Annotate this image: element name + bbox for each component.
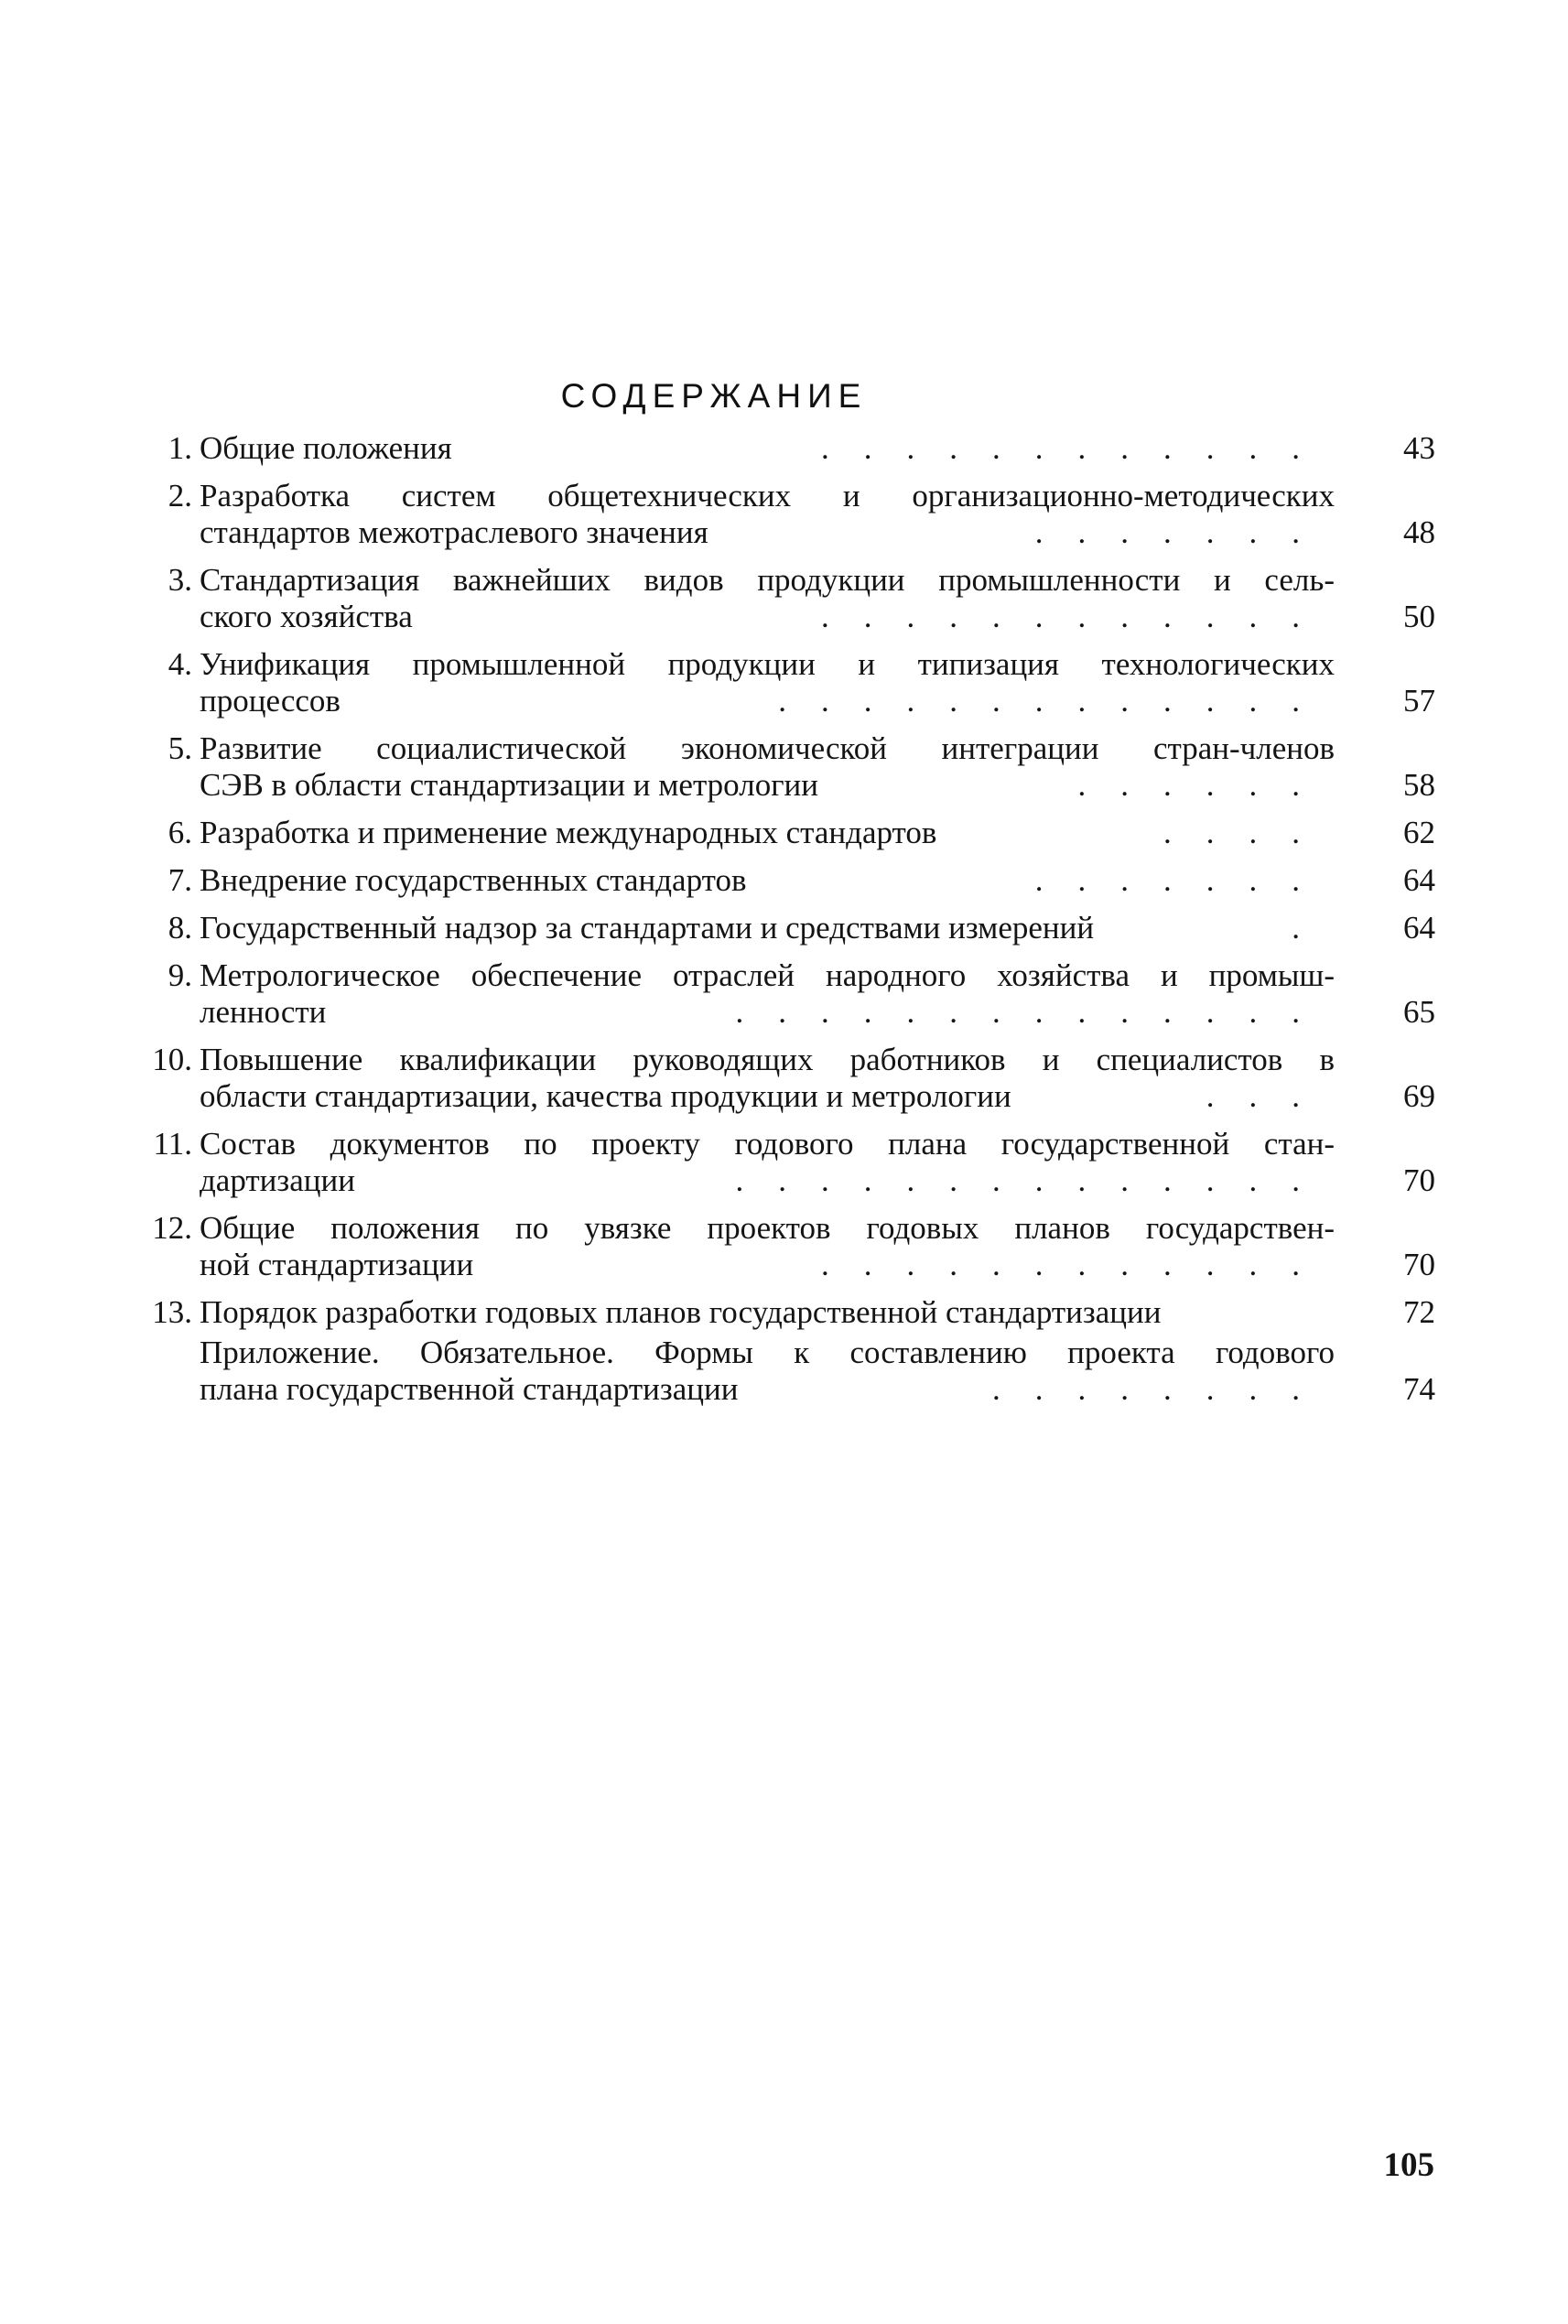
toc-entry-appendix — [137, 1335, 1437, 1408]
toc-entry-text — [200, 1335, 1335, 1408]
toc-entry-line — [200, 730, 1335, 767]
toc-entry — [137, 646, 1437, 719]
dot-leader: ....... — [1034, 862, 1335, 898]
toc-entry-number: 1. — [168, 430, 192, 466]
toc-entry-line — [200, 562, 1335, 599]
toc-entry-line — [200, 815, 1335, 851]
toc-entry-text — [200, 1042, 1335, 1115]
toc-entry-number: 3. — [168, 562, 192, 598]
toc-entry-number: 4. — [168, 646, 192, 682]
toc-entry-page: 64 — [1403, 910, 1435, 946]
toc-entry-line-text: Общие положения по увязке проектов годовых планов государствен- — [200, 1210, 1335, 1246]
toc-entry-number: 8. — [168, 910, 192, 946]
toc-title: СОДЕРЖАНИЕ — [560, 377, 868, 415]
toc-entry — [137, 730, 1437, 804]
toc-entry-number: 6. — [168, 815, 192, 850]
dot-leader: ....... — [1034, 514, 1335, 550]
toc-entry-line — [200, 683, 1335, 719]
toc-entry-line — [200, 957, 1335, 994]
toc-entry-line — [200, 1210, 1335, 1247]
toc-entry-line-text: ленности — [200, 994, 327, 1030]
toc-entry — [137, 957, 1437, 1031]
toc-entry-line-text: Общие положения — [200, 430, 452, 466]
dot-leader: ........ — [992, 1371, 1335, 1407]
toc-entry-line-text: Стандартизация важнейших видов продукции промышленности и сель- — [200, 562, 1335, 598]
toc-entry-line-text: области стандартизации, качества продукции и метрологии — [200, 1078, 1011, 1114]
toc-entry-page: 48 — [1403, 514, 1435, 550]
toc-entry-line — [200, 599, 1335, 635]
toc-entry-line — [200, 1078, 1335, 1115]
toc-entry — [137, 910, 1437, 946]
toc-entry-line — [200, 1042, 1335, 1078]
dot-leader: ............ — [821, 430, 1335, 466]
dot-leader: ............. — [778, 683, 1335, 719]
toc-entry-text — [200, 562, 1335, 635]
toc-entry-line-text: Порядок разработки годовых планов государственной стандартизации — [200, 1294, 1162, 1330]
dot-leader: . — [1292, 910, 1335, 946]
toc-entry-number: 2. — [168, 478, 192, 513]
toc-entry-text — [200, 1210, 1335, 1283]
toc-entry-page: 72 — [1403, 1294, 1435, 1330]
dot-leader: .... — [1163, 815, 1335, 850]
toc-entry — [137, 862, 1437, 899]
toc-entry-number: 13. — [152, 1294, 192, 1330]
toc-entry — [137, 1126, 1437, 1199]
toc-entry-page: 64 — [1403, 862, 1435, 898]
toc-entry-line — [200, 1371, 1335, 1408]
toc-entry-number: 9. — [168, 957, 192, 993]
toc-entry — [137, 1042, 1437, 1115]
toc-entry-line — [200, 646, 1335, 683]
toc-entry-line-text: Повышение квалификации руководящих работников и специалистов в — [200, 1042, 1335, 1077]
toc-entry-line-text: ского хозяйства — [200, 599, 413, 634]
toc-entry-text — [200, 815, 1335, 851]
dot-leader: ............ — [821, 1247, 1335, 1282]
toc-entry-number: 10. — [152, 1042, 192, 1077]
toc-entry-page: 50 — [1403, 599, 1435, 634]
toc-entry-line — [200, 1294, 1335, 1331]
toc-entry-line-text: Унификация промышленной продукции и типизация технологических — [200, 646, 1335, 682]
toc-entry-line — [200, 430, 1335, 467]
dot-leader: ............ — [821, 599, 1335, 634]
toc-entry-line-text: Разработка и применение международных стандартов — [200, 815, 937, 850]
toc-entry-line-text: плана государственной стандартизации — [200, 1371, 739, 1407]
toc-entry-number: 11. — [153, 1126, 192, 1162]
toc-entry-line-text: процессов — [200, 683, 341, 719]
toc-entry-page: 65 — [1403, 994, 1435, 1030]
toc-entry-line-text: Метрологическое обеспечение отраслей народного хозяйства и промыш- — [200, 957, 1335, 993]
toc-entry-page: 43 — [1403, 430, 1435, 466]
toc-entry-line — [200, 1126, 1335, 1162]
toc-entry — [137, 478, 1437, 551]
toc-entry-line-text: стандартов межотраслевого значения — [200, 514, 708, 550]
toc-entry-line-text: Разработка систем общетехнических и организационно-методических — [200, 478, 1335, 513]
toc-entry-line — [200, 910, 1335, 946]
toc-entry-text — [200, 730, 1335, 804]
toc-entry — [137, 815, 1437, 851]
toc-entry-text — [200, 646, 1335, 719]
toc-entry-line-text: Приложение. Обязательное. Формы к составлению проекта годового — [200, 1335, 1335, 1370]
dot-leader: ... — [1206, 1078, 1335, 1114]
dot-leader: .............. — [735, 1162, 1335, 1198]
toc-entry-text — [200, 1126, 1335, 1199]
toc-entry-line-text: Состав документов по проекту годового плана государственной стан- — [200, 1126, 1335, 1162]
table-of-contents — [137, 430, 1437, 1419]
toc-entry-page: 70 — [1403, 1247, 1435, 1282]
toc-entry-page: 58 — [1403, 767, 1435, 803]
toc-entry-page: 62 — [1403, 815, 1435, 850]
toc-entry-text — [200, 862, 1335, 899]
toc-entry-number: 5. — [168, 730, 192, 766]
toc-entry-page: 69 — [1403, 1078, 1435, 1114]
toc-entry — [137, 1294, 1437, 1331]
toc-entry-text — [200, 1294, 1335, 1331]
toc-entry-line — [200, 514, 1335, 551]
toc-entry-line — [200, 862, 1335, 899]
toc-entry-line — [200, 1247, 1335, 1283]
toc-entry — [137, 562, 1437, 635]
dot-leader: ...... — [1077, 767, 1335, 803]
toc-entry-text — [200, 430, 1335, 467]
toc-entry-page: 70 — [1403, 1162, 1435, 1198]
toc-entry-text — [200, 478, 1335, 551]
toc-entry — [137, 430, 1437, 467]
toc-entry-line-text: ной стандартизации — [200, 1247, 474, 1282]
toc-entry-line-text: Внедрение государственных стандартов — [200, 862, 747, 898]
toc-entry-line-text: СЭВ в области стандартизации и метрологии — [200, 767, 819, 803]
toc-entry-line — [200, 767, 1335, 804]
toc-entry-page: 74 — [1403, 1371, 1435, 1407]
toc-entry-line — [200, 478, 1335, 514]
toc-entry — [137, 1210, 1437, 1283]
toc-entry-number: 7. — [168, 862, 192, 898]
toc-entry-number: 12. — [152, 1210, 192, 1246]
toc-entry-line-text: Государственный надзор за стандартами и средствами измерений — [200, 910, 1095, 946]
toc-entry-line-text: дартизации — [200, 1162, 355, 1198]
toc-entry-line — [200, 994, 1335, 1031]
page-number: 105 — [1383, 2146, 1434, 2184]
toc-entry-line — [200, 1162, 1335, 1199]
toc-entry-page: 57 — [1403, 683, 1435, 719]
dot-leader: .............. — [735, 994, 1335, 1030]
toc-entry-line — [200, 1335, 1335, 1371]
toc-entry-line-text: Развитие социалистической экономической интеграции стран-членов — [200, 730, 1335, 766]
toc-entry-text — [200, 910, 1335, 946]
toc-entry-text — [200, 957, 1335, 1031]
